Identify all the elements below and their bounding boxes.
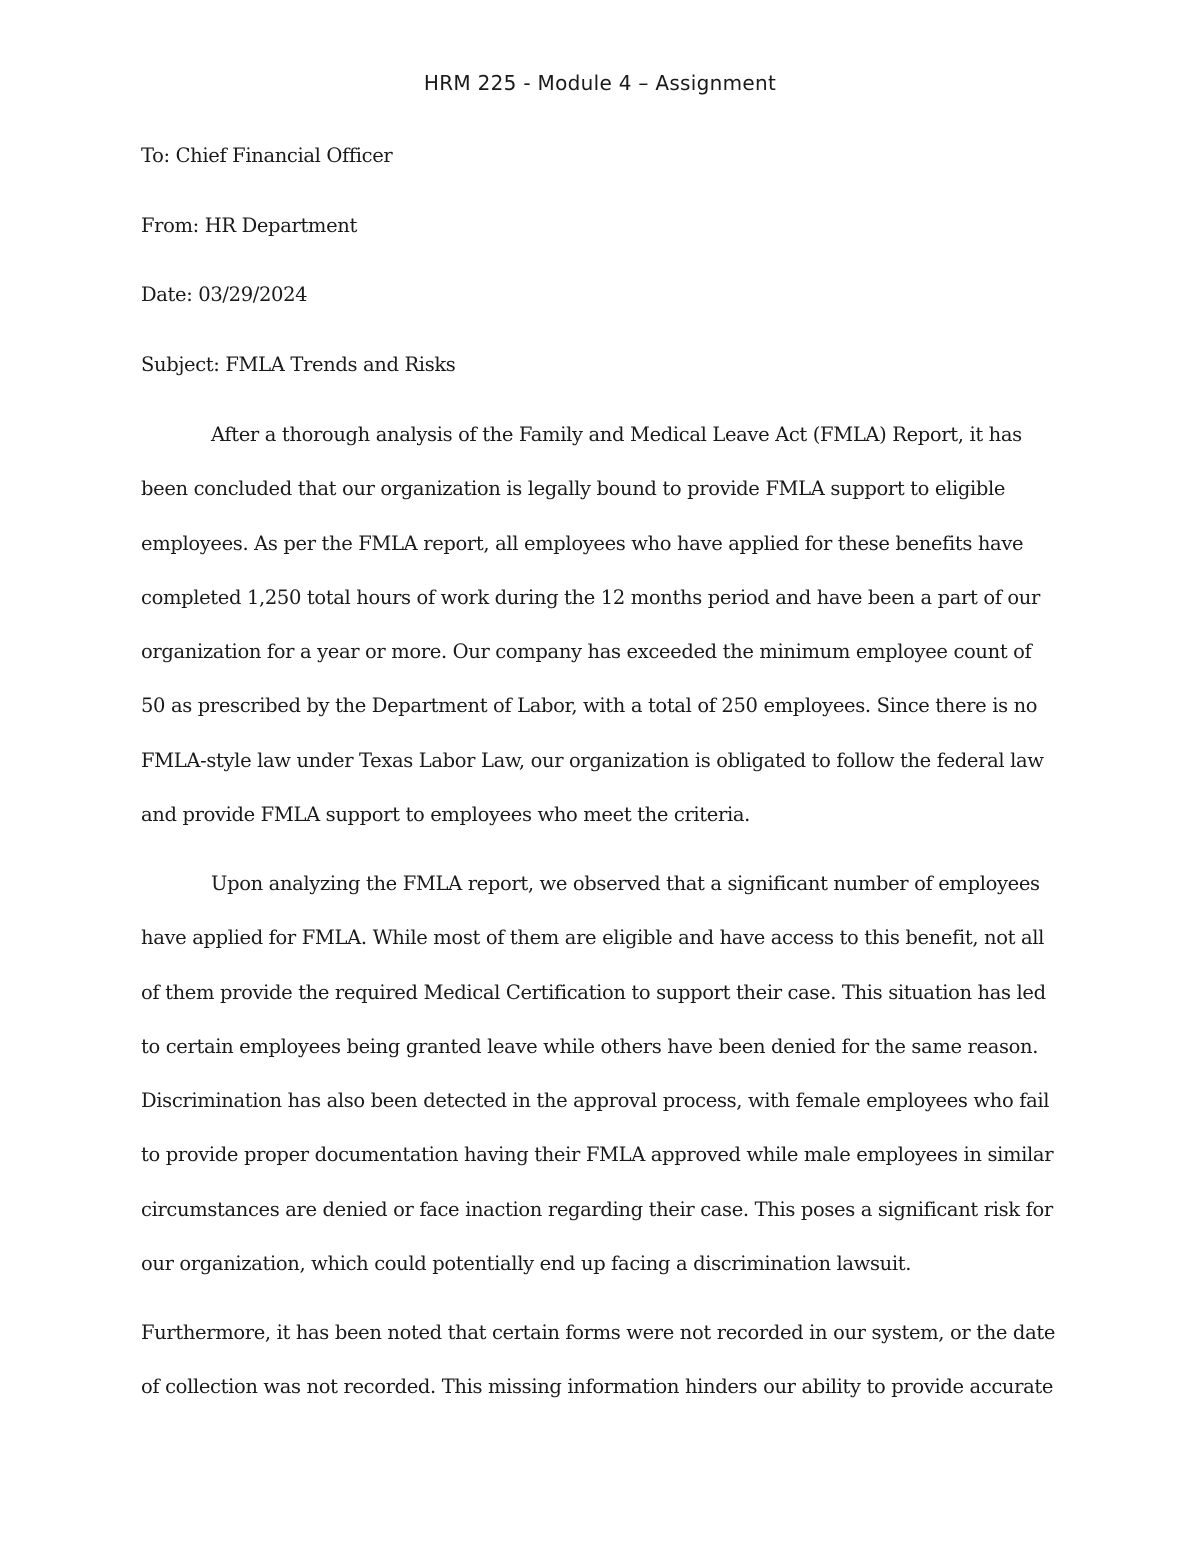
body-paragraph-3: Furthermore, it has been noted that certain forms were not recorded in our system, or the date of collection was not recorded. This missing information hinders our ability to provide accurate [141,1321,1056,1399]
memo-from: From: HR Department [141,214,357,237]
memo-to: To: Chief Financial Officer [141,144,393,167]
memo-subject: Subject: FMLA Trends and Risks [141,353,456,376]
body-paragraph-1: After a thorough analysis of the Family and Medical Leave Act (FMLA) Report, it has been concluded that our organization is legally bound to provide FMLA support to eligible employees. As per the FMLA report, all employees who have applied for these benefits have completed 1,250 total hours of work during the 12 months period and have been a part of our organization for a year or more. Our company has exceeded the minimum employee count of 50 as prescribed by the Department of Labor, with a total of 250 employees. Since there is no FMLA-style law under Texas Labor Law, our organization is obligated to follow the federal law and provide FMLA support to employees who meet the criteria. [141,423,1044,827]
memo-date: Date: 03/29/2024 [141,283,308,306]
body-paragraph-2: Upon analyzing the FMLA report, we observed that a significant number of employees have applied for FMLA. While most of them are eligible and have access to this benefit, not all of them provide the required Medical Certification to support their case. This situation has led to certain employees being granted leave while others have been denied for the same reason. Discrimination has also been detected in the approval process, with female employees who fail to provide proper documentation having their FMLA approved while male employees in similar circumstances are denied or face inaction regarding their case. This poses a significant risk for our organization, which could potentially end up facing a discrimination lawsuit. [141,872,1054,1276]
document-title: HRM 225 - Module 4 – Assignment [423,71,777,95]
